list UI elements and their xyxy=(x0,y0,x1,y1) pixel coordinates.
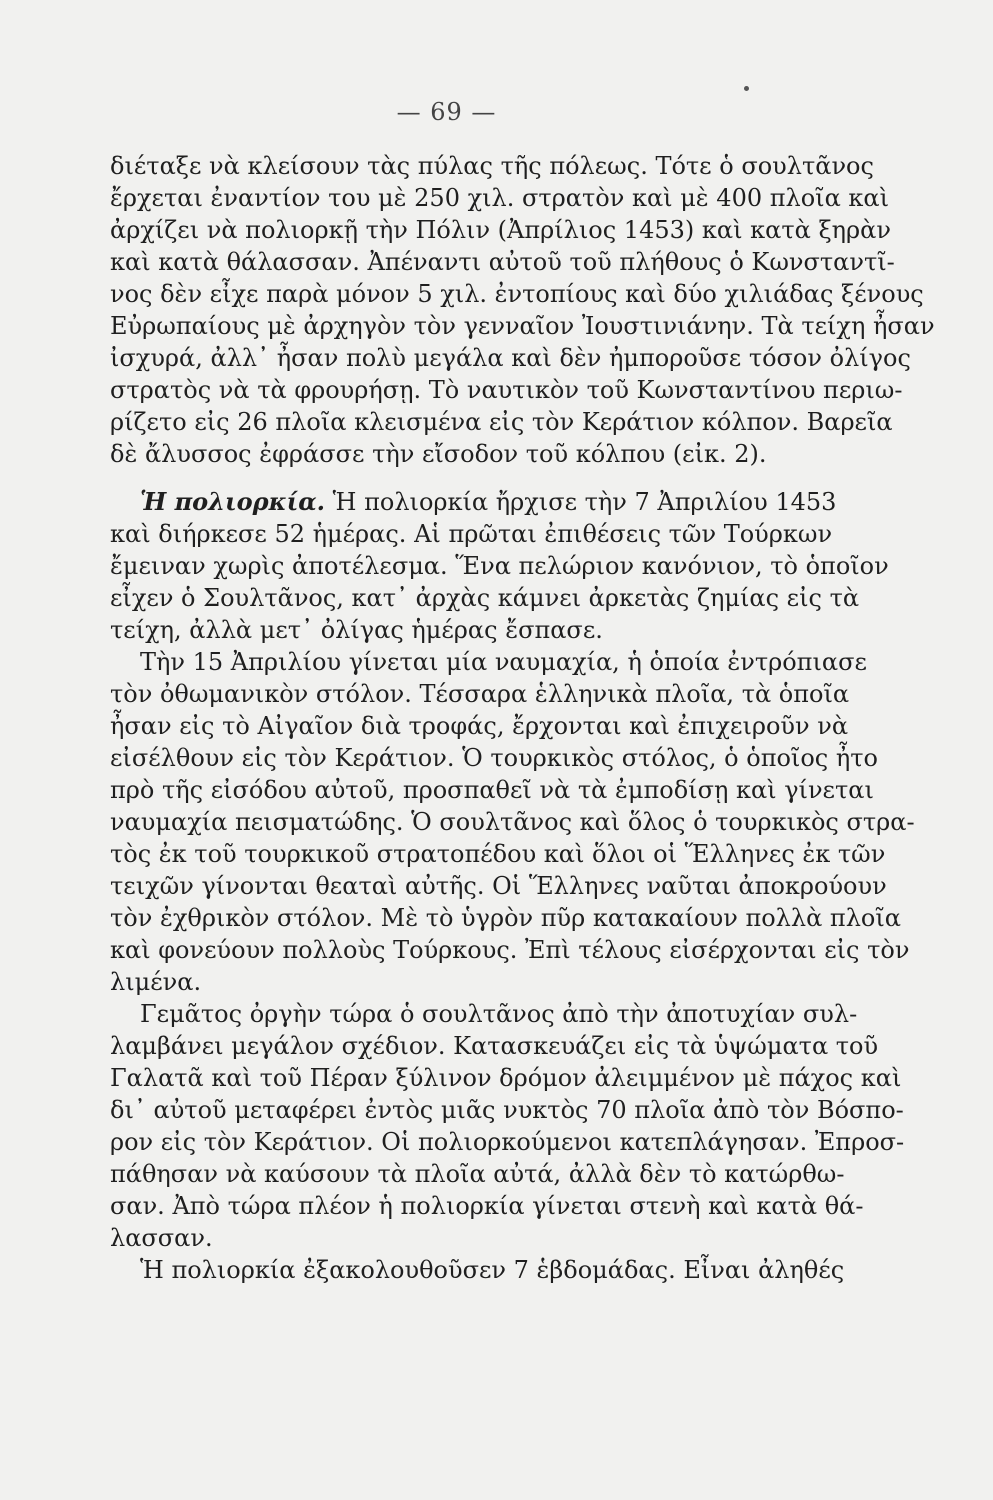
line-text: τὸς ἐκ τοῦ τουρκικοῦ στρατοπέδου καὶ ὅλοι οἱ Ἕλληνες ἐκ τῶν xyxy=(110,840,886,868)
text-line xyxy=(110,374,903,406)
text-line xyxy=(110,150,874,182)
text-line xyxy=(110,278,924,310)
text-line xyxy=(110,998,858,1030)
line-text: ἔρχεται ἐναντίον του μὲ 250 χιλ. στρατὸν καὶ μὲ 400 πλοῖα καὶ xyxy=(110,184,890,212)
line-text: καὶ κατὰ θάλασσαν. Ἀπέναντι αὐτοῦ τοῦ πλήθους ὁ Κωνσταντῖ- xyxy=(110,248,895,276)
text-line xyxy=(110,342,911,374)
line-text: δὲ ἄλυσσος ἐφράσσε τὴν εἴσοδον τοῦ κόλπου (εἰκ. 2). xyxy=(110,440,767,468)
text-line xyxy=(110,582,860,614)
text-line xyxy=(110,406,893,438)
text-line xyxy=(110,902,901,934)
text-line xyxy=(110,678,850,710)
line-text: ναυμαχία πεισματώδης. Ὁ σουλτᾶνος καὶ ὅλος ὁ τουρκικὸς στρα- xyxy=(110,808,915,836)
text-line xyxy=(110,966,822,998)
section-heading: Ἡ πολιορκία. xyxy=(140,487,326,516)
text-line xyxy=(110,550,889,582)
text-line xyxy=(110,486,837,518)
line-text: ἀρχίζει νὰ πολιορκῇ τὴν Πόλιν (Ἀπρίλιος 1453) καὶ κατὰ ξηρὰν xyxy=(110,216,891,244)
text-line xyxy=(110,1062,902,1094)
line-text: λασσαν. xyxy=(110,1224,213,1252)
line-text: Ἡ πολιορκία ἤρχισε τὴν 7 Ἀπριλίου 1453 xyxy=(325,488,837,516)
line-text: καὶ φονεύουν πολλοὺς Τούρκους. Ἐπὶ τέλους εἰσέρχονται εἰς τὸν xyxy=(110,936,910,964)
line-text: ρον εἰς τὸν Κεράτιον. Οἱ πολιορκούμενοι κατεπλάγησαν. Ἐπροσ- xyxy=(110,1128,905,1156)
line-text: τείχη, ἀλλὰ μετ᾽ ὀλίγας ἡμέρας ἔσπασε. xyxy=(110,616,603,644)
line-text: νος δὲν εἶχε παρὰ μόνον 5 χιλ. ἐντοπίους καὶ δύο χιλιάδας ξένους xyxy=(110,280,924,308)
text-line xyxy=(110,614,822,646)
text-line xyxy=(110,742,878,774)
text-line xyxy=(110,710,849,742)
line-text: τειχῶν γίνονται θεαταὶ αὐτῆς. Οἱ Ἕλληνες ναῦται ἀποκρούουν xyxy=(110,872,887,900)
ink-speck xyxy=(744,86,749,91)
text-line xyxy=(110,806,915,838)
line-text: εἰσέλθουν εἰς τὸν Κεράτιον. Ὁ τουρκικὸς στόλος, ὁ ὁποῖος ἦτο xyxy=(110,744,878,772)
text-line xyxy=(110,182,890,214)
line-text: πάθησαν νὰ καύσουν τὰ πλοῖα αὐτά, ἀλλὰ δὲν τὸ κατώρθω- xyxy=(110,1160,845,1188)
line-text: ἔμειναν χωρὶς ἀποτέλεσμα. Ἕνα πελώριον κανόνιον, τὸ ὁποῖον xyxy=(110,552,889,580)
line-text: δι᾽ αὐτοῦ μεταφέρει ἐντὸς μιᾶς νυκτὸς 70 πλοῖα ἀπὸ τὸν Βόσπο- xyxy=(110,1096,904,1124)
line-text: Τὴν 15 Ἀπριλίου γίνεται μία ναυμαχία, ἡ ὁποία ἐντρόπιασε xyxy=(140,648,867,676)
line-text: Γαλατᾶ καὶ τοῦ Πέραν ξύλινον δρόμον ἀλειμμένον μὲ πάχος καὶ xyxy=(110,1064,902,1092)
line-text: καὶ διήρκεσε 52 ἡμέρας. Αἱ πρῶται ἐπιθέσεις τῶν Τούρκων xyxy=(110,520,833,548)
line-text: στρατὸς νὰ τὰ φρουρήσῃ. Τὸ ναυτικὸν τοῦ Κωνσταντίνου περιω- xyxy=(110,376,903,404)
text-line xyxy=(110,1094,904,1126)
text-line xyxy=(110,1222,822,1254)
line-text: ἦσαν εἰς τὸ Αἰγαῖον διὰ τροφάς, ἔρχονται καὶ ἐπιχειροῦν νὰ xyxy=(110,712,849,740)
paragraph-gap xyxy=(110,470,822,486)
text-line xyxy=(110,1254,845,1286)
line-text: Εὐρωπαίους μὲ ἀρχηγὸν τὸν γενναῖον Ἰουστινιάνην. Τὰ τείχη ἦσαν xyxy=(110,312,935,340)
text-line xyxy=(110,518,833,550)
text-line xyxy=(110,310,935,342)
line-text: σαν. Ἀπὸ τώρα πλέον ἡ πολιορκία γίνεται στενὴ καὶ κατὰ θά- xyxy=(110,1192,864,1220)
line-text: Γεμᾶτος ὀργὴν τώρα ὁ σουλτᾶνος ἀπὸ τὴν ἀποτυχίαν συλ- xyxy=(140,1000,858,1028)
line-text: διέταξε νὰ κλείσουν τὰς πύλας τῆς πόλεως. Τότε ὁ σουλτᾶνος xyxy=(110,152,874,180)
line-text: πρὸ τῆς εἰσόδου αὐτοῦ, προσπαθεῖ νὰ τὰ ἐμποδίσῃ καὶ γίνεται xyxy=(110,776,874,804)
text-line xyxy=(110,1190,864,1222)
line-text: λιμένα. xyxy=(110,968,202,996)
line-text: τὸν ἐχθρικὸν στόλον. Μὲ τὸ ὑγρὸν πῦρ κατακαίουν πολλὰ πλοῖα xyxy=(110,904,901,932)
text-line xyxy=(110,1126,905,1158)
text-line xyxy=(110,1158,845,1190)
text-line xyxy=(110,438,822,470)
line-text: ρίζετο εἰς 26 πλοῖα κλεισμένα εἰς τὸν Κεράτιον κόλπον. Βαρεῖα xyxy=(110,408,893,436)
line-text: τὸν ὀθωμανικὸν στόλον. Τέσσαρα ἑλληνικὰ πλοῖα, τὰ ὁποῖα xyxy=(110,680,850,708)
line-text: ἰσχυρά, ἀλλ᾽ ἦσαν πολὺ μεγάλα καὶ δὲν ἠμποροῦσε τόσον ὀλίγος xyxy=(110,344,911,372)
line-text: Ἡ πολιορκία ἐξακολουθοῦσεν 7 ἑβδομάδας. Εἶναι ἀληθές xyxy=(140,1256,845,1284)
body-text xyxy=(110,150,935,1286)
text-line xyxy=(110,934,910,966)
text-line xyxy=(110,646,867,678)
text-line xyxy=(110,214,891,246)
page-number: — 69 — xyxy=(396,98,497,126)
text-line xyxy=(110,774,874,806)
text-line xyxy=(110,870,887,902)
line-text: λαμβάνει μεγάλον σχέδιον. Κατασκευάζει εἰς τὰ ὑψώματα τοῦ xyxy=(110,1032,879,1060)
text-line xyxy=(110,838,886,870)
text-line xyxy=(110,1030,879,1062)
line-text: εἶχεν ὁ Σουλτᾶνος, κατ᾽ ἀρχὰς κάμνει ἀρκετὰς ζημίας εἰς τὰ xyxy=(110,584,860,612)
text-line xyxy=(110,246,895,278)
